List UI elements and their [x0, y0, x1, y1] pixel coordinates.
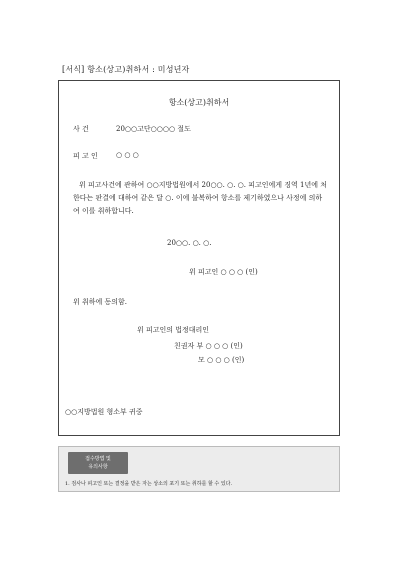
form-title: [서식] 항소(상고)취하서 : 미성년자: [62, 65, 190, 74]
body-paragraph: 위 피고사건에 관하여 ○○지방법원에서 20○○. ○. ○. 피고인에게 징역 1년에 처한다는 판결에 대하여 같은 달 ○. 이에 불복하여 항소를 제기하였으나 사정에 의하여 이를 취하합니다.: [73, 181, 327, 215]
document-frame: [58, 80, 340, 436]
notice-label: [68, 452, 128, 474]
consent-text: 위 취하에 동의함.: [73, 298, 128, 306]
guardian-father: 친권자 부 ○ ○ ○ (인): [174, 342, 243, 350]
notice-label-line1: 접수방법 및: [85, 456, 111, 462]
defendant-value: ○ ○ ○: [116, 151, 139, 159]
guardian-heading: 위 피고인의 법정대리인: [137, 326, 210, 334]
notice-label-line2: 유의사항: [88, 464, 108, 470]
document-heading: 항소(상고)취하서: [168, 98, 230, 107]
case-label: 사 건: [73, 125, 89, 133]
addressee: ○○지방법원 형소부 귀중: [65, 408, 143, 416]
notice-box: [58, 446, 340, 492]
guardian-mother: 모 ○ ○ ○ (인): [198, 356, 245, 364]
signer-line: 위 피고인 ○ ○ ○ (인): [189, 268, 258, 276]
notice-text: 1. 검사나 피고인 또는 결정을 받은 자는 상소의 포기 또는 취하를 할 수 있다.: [65, 481, 233, 487]
case-value: 20○○고단○○○○ 절도: [116, 125, 191, 133]
date-line: 20○○. ○. ○.: [167, 239, 212, 247]
defendant-label: 피 고 인: [73, 152, 98, 160]
